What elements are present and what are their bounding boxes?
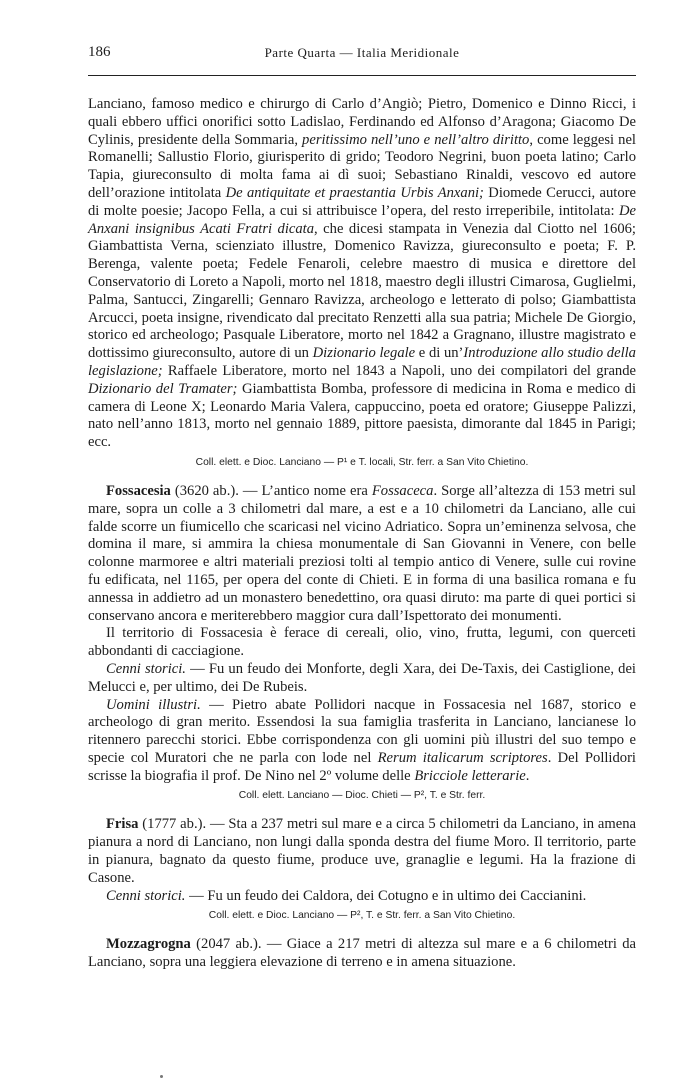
italic-text: peritissimo nell’uno e nell’altro diritto [302,131,530,148]
frisa-paragraph [88,816,636,887]
text-run: (1777 ab.). — Sta a 237 metri sul mare e a circa 5 chilometri da Lanciano, in amena pianura a nord di Lanciano, non lungi dalla sponda destra del fiume Moro. Il territorio, parte in pianura, bagnato da questo fiume, produce uve, granaglie e legumi. Ha la frazione di Casone. [88,816,636,886]
mozzagrogna-paragraph [88,936,636,972]
italic-text: Rerum italicarum scriptores [377,749,548,766]
frisa-history-paragraph [88,888,636,906]
fossacesia-paragraph [88,483,636,625]
text-run: Giambattista Bomba, professore di medicina in Roma e medico di camera di Leone X; Leonardo Maria Valera, cappuccino, poeta ed oratore; Giuseppe Palizzi, nato nell’anno 1813, morto nel gennaio 1889, pittore paesista, dimorante dal 1845 in Parigi; ecc. [88,380,636,451]
text-run: — Fu un feudo dei Caldora, dei Cotugno e in ultimo dei Caccianini. [185,887,587,904]
running-title: Parte Quarta — Italia Meridionale [264,45,460,60]
entry-title: Frisa [106,816,139,833]
italic-text: Dizionario del Tramater; [88,380,238,397]
text-run: , che dicesi stampata in Venezia dal Ciotto nel 1606; Giambattista Verna, scienziato illustre, Domenico Ravizza, giureconsulto e poeta; F. P. Berenga, valente poeta; Fedele Fenaroli, celebre maestro di musica e direttore del Conservatorio di Loreto a Napoli, morto nel 1818, maestro degli illustri Cimarosa, Guglielmi, Palma, Santucci, Zingarelli; Gennaro Ravizza, archeologo e letterato di polso; Giambattista Arcucci, poeta insigne, rivendicato dal precitato Renzetti alla sua patria; Michele De Giorgio, storico ed archeologo; Pasquale Liberatore, morto nel 1842 a Gragnano, illustre magistrato e dottissimo giureconsulto, autore di un [88,220,636,362]
italic-text: Fossaceca [371,482,434,499]
entry-title: Fossacesia [106,482,171,499]
page-number: 186 [88,44,111,60]
italic-text: De antiquitate et praestantia Urbis Anxani; [225,184,484,201]
fossacesia-people-paragraph [88,697,636,786]
italic-text: Cenni storici. [106,660,186,677]
entry-title: Mozzagrogna [106,936,191,953]
paper-speck [160,1075,163,1078]
italic-text: Introduzione allo studio della legislazione; [88,345,636,379]
italic-text: Dizionario legale [312,345,416,362]
text-run: — Pietro abate Pollidori nacque in Fossacesia nel 1687, storico e archeologo di gran merito. Essendosi la sua famiglia trasferita in Lanciano, lancianese lo ritennero parecchi storici. Ebbe corrispondenza con gli uomini più illustri del suo tempo e specie col Muratori che ne parla con lode nel [88,696,636,766]
text-run: , come leggesi nel Romanelli; Sallustio Florio, giurisperito di grido; Teodoro Negrini, buon poeta latino; Carlo Tapia, giureconsulto di molta fama ai dì suoi; Sebastiano Rinaldi, vescovo ed autore dell’orazione intitolata [88,131,636,201]
italic-text: Uomini illustri. [106,696,201,713]
text-run: Lanciano, famoso medico e chirurgo di Carlo d’Angiò; Pietro, Domenico e Dinno Ricci, i quali ebbero uffici onorifici sotto Ladislao, Ferdinando ed Alfonso d’Aragona; Giacomo De Cylinis, presidente della Sommaria, [88,96,636,148]
text-run: Il territorio di Fossacesia è ferace di cereali, olio, vino, frutta, legumi, con querceti abbondanti di cacciagione. [88,625,636,660]
fossacesia-note: Coll. elett. Lanciano — Dioc. Chieti — P², T. e Str. ferr. [238,790,486,802]
header-rule [88,75,636,76]
text-run: . Sorge all’altezza di 153 metri sul mare, sopra un colle a 3 chilometri dal mare, a est e a 10 chilometri da Lanciano, alle cui falde scorre un fiumicello che scaricasi nel vicino Adriatico. Sopra un’eminenza selvosa, che domina il mare, si ammira la chiesa monumentale di San Giovanni in Venere, con belle colonne marmoree e altri materiali preziosi tolti al tempio antico di Venere, sulle cui rovine fu edificata, nel 1165, per opera del conte di Chieti. E in forma di una basilica romana e fu annessa in addietro ad un monastero benedettino, ora quasi diruto: ma parte di quei portici si conservano ancora e meriterebbero maggior cura dall’Ispettorato dei monumenti. [88,482,636,624]
italic-text: Cenni storici. [106,887,186,904]
continuation-paragraph [88,96,636,452]
frisa-note: Coll. elett. e Dioc. Lanciano — P², T. e Str. ferr. a San Vito Chietino. [208,910,516,922]
text-run: — Fu un feudo dei Monforte, degli Xara, dei De-Taxis, dei Castiglione, dei Melucci e, per ultimo, dei De Rubeis. [88,660,636,695]
fossacesia-territory-paragraph [88,625,636,661]
text-run: . [525,767,530,784]
entry-frisa [88,816,636,922]
entry-fossacesia [88,483,636,803]
text-run: e di un’ [415,345,464,362]
text-run: (3620 ab.). — L’antico nome era [170,482,372,499]
italic-text: Bricciole letterarie [414,767,526,784]
entry-mozzagrogna [88,936,636,972]
page-header [88,44,636,66]
text-run: (2047 ab.). — Giace a 217 metri di altezza sul mare e a 6 chilometri da Lanciano, sopra una leggiera elevazione di terreno e in amena situazione. [88,936,636,971]
italic-text: De Anxani insignibus Acati Fratri dicata [88,202,636,237]
text-run: . Del Pollidori scrisse la biografia il prof. De Nino nel 2º volume delle [88,749,636,784]
page-body [88,96,636,972]
fossacesia-history-paragraph [88,661,636,697]
text-run: Raffaele Liberatore, morto nel 1843 a Napoli, uno dei compilatori del grande [162,362,636,379]
text-run: Diomede Cerucci, autore di molte poesie; Jacopo Fella, a cui si attribuisce l’opera, del resto irreperibile, intitolata: [88,184,636,219]
paragraph-text [88,483,636,624]
continuation-note: Coll. elett. e Dioc. Lanciano — P¹ e T. locali, Str. ferr. a San Vito Chietino. [195,456,529,468]
paragraph-text [88,816,636,885]
